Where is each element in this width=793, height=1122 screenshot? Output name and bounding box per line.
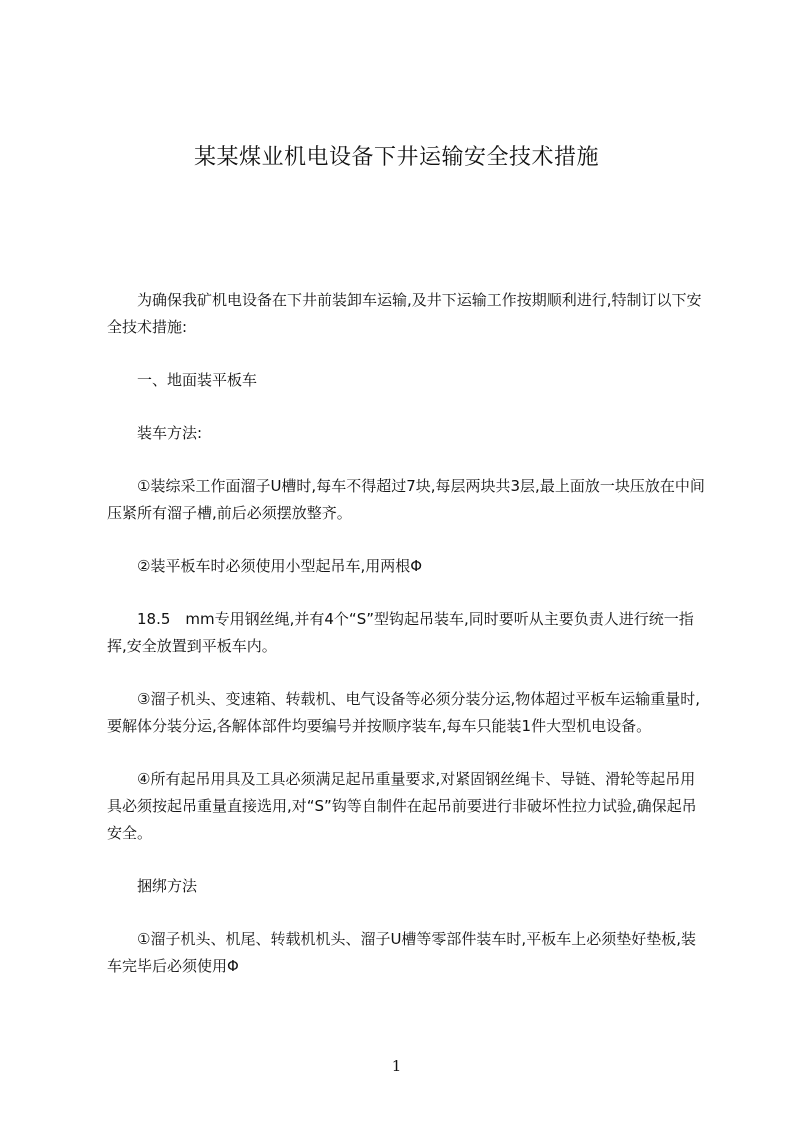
loading-item-3: ③溜子机头、变速箱、转载机、电气设备等必须分装分运,物体超过平板车运输重量时,要解体分装分运,各解体部件均要编号并按顺序装车,每车只能装1件大型机电设备。 bbox=[107, 690, 700, 735]
loading-method-heading: 装车方法: bbox=[137, 424, 203, 442]
loading-item-4: ④所有起吊用具及工具必须满足起吊重量要求,对紧固钢丝绳卡、导链、滑轮等起吊用具必须按起吊重量直接选用,对“S”钩等自制件在起吊前要进行非破坏性拉力试验,确保起吊安全。 bbox=[107, 770, 697, 842]
binding-method-heading: 捆绑方法 bbox=[137, 877, 198, 895]
binding-item-1: ①溜子机头、机尾、转载机机头、溜子U槽等零部件装车时,平板车上必须垫好垫板,装车完毕后必须使用Φ bbox=[107, 930, 696, 975]
loading-item-2-continued: 18.5 mm专用钢丝绳,并有4个“S”型钩起吊装车,同时要听从主要负责人进行统一指挥,安全放置到平板车内。 bbox=[107, 610, 694, 655]
loading-item-2: ②装平板车时必须使用小型起吊车,用两根Φ bbox=[137, 557, 423, 575]
page-number: 1 bbox=[391, 1057, 402, 1075]
section-heading: 一、地面装平板车 bbox=[137, 371, 258, 389]
document-body bbox=[107, 287, 707, 980]
loading-item-1: ①装综采工作面溜子U槽时,每车不得超过7块,每层两块共3层,最上面放一块压放在中间压紧所有溜子槽,前后必须摆放整齐。 bbox=[107, 477, 705, 522]
document-title: 某某煤业机电设备下井运输安全技术措施 bbox=[193, 145, 599, 170]
intro-paragraph: 为确保我矿机电设备在下井前装卸车运输,及井下运输工作按期顺利进行,特制订以下安全技术措施: bbox=[107, 291, 702, 336]
